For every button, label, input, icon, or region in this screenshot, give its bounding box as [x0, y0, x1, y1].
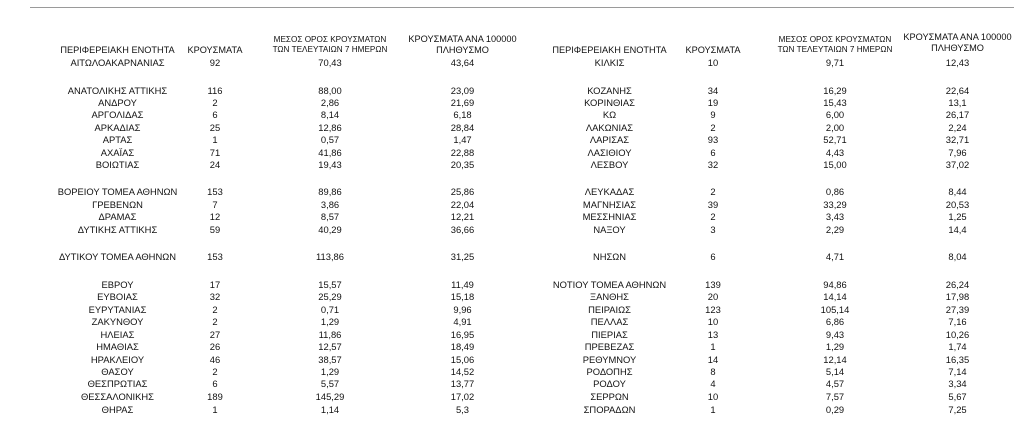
cell-cases: 2 — [710, 122, 716, 133]
table-row — [0, 97, 1024, 109]
cell-per100k: 2,24 — [948, 122, 967, 133]
cell-name: ΛΑΣΙΘΙΟΥ — [587, 147, 632, 158]
table-row — [0, 404, 1024, 416]
cell-name: ΚΟΡΙΝΘΙΑΣ — [584, 97, 635, 108]
table-row — [0, 329, 1024, 341]
cell-name: ΑΙΤΩΛΟΑΚΑΡΝΑΝΙΑΣ — [70, 57, 165, 68]
cell-per100k: 4,91 — [453, 316, 472, 327]
header-per100k-right-2: ΠΛΗΘΥΣΜΟ — [931, 43, 984, 53]
cell-name: ΕΥΒΟΙΑΣ — [97, 291, 138, 302]
table-row — [0, 291, 1024, 303]
table-row — [0, 279, 1024, 291]
cell-name: ΡΕΘΥΜΝΟΥ — [582, 354, 637, 365]
cell-per100k: 11,49 — [451, 279, 474, 290]
cell-name: ΜΑΓΝΗΣΙΑΣ — [582, 199, 637, 210]
top-rule — [30, 7, 1014, 8]
cell-avg: 89,86 — [318, 186, 342, 197]
cell-avg: 0,86 — [825, 186, 845, 197]
cell-cases: 93 — [707, 134, 719, 145]
table-row — [0, 211, 1024, 223]
cell-name: ΛΑΡΙΣΑΣ — [589, 134, 630, 145]
cell-cases: 2 — [212, 97, 218, 108]
table-row — [0, 224, 1024, 236]
cell-cases: 32 — [707, 159, 719, 170]
cell-avg: 15,57 — [318, 279, 342, 290]
cell-cases: 8 — [710, 366, 716, 377]
cell-avg: 15,43 — [823, 97, 847, 108]
cell-name: ΑΡΚΑΔΙΑΣ — [94, 122, 141, 133]
cell-cases: 1 — [212, 134, 218, 145]
cell-avg: 1,29 — [320, 366, 340, 377]
cell-avg: 0,29 — [825, 404, 845, 415]
cell-cases: 6 — [212, 109, 218, 120]
header-per100k-left-2: ΠΛΗΘΥΣΜΟ — [436, 45, 489, 55]
table-row — [0, 378, 1024, 390]
cell-cases: 92 — [209, 57, 221, 68]
cell-cases: 10 — [707, 316, 719, 327]
cell-avg: 4,57 — [825, 378, 845, 389]
cell-cases: 32 — [209, 291, 221, 302]
cell-per100k: 31,25 — [450, 251, 475, 262]
cell-per100k: 28,84 — [450, 122, 475, 133]
table-row — [0, 159, 1024, 171]
cell-cases: 4 — [710, 378, 716, 389]
cell-per100k: 3,34 — [948, 378, 967, 389]
cell-cases: 59 — [209, 224, 221, 235]
cell-name: ΚΙΛΚΙΣ — [594, 57, 625, 68]
table-row — [0, 251, 1024, 263]
cell-name: ΚΩ — [602, 109, 617, 120]
cell-name: ΞΑΝΘΗΣ — [590, 291, 629, 302]
cell-per100k: 20,35 — [450, 159, 475, 170]
cell-avg: 38,57 — [318, 354, 342, 365]
cell-name: ΛΑΚΩΝΙΑΣ — [585, 122, 634, 133]
cell-avg: 8,57 — [320, 211, 340, 222]
cell-per100k: 7,25 — [948, 404, 967, 415]
cell-per100k: 12,43 — [945, 57, 970, 68]
table-row — [0, 109, 1024, 121]
cell-avg: 3,43 — [825, 211, 845, 222]
cell-per100k: 27,39 — [945, 304, 970, 315]
cell-cases: 9 — [710, 109, 716, 120]
cell-per100k: 43,64 — [450, 57, 475, 68]
cell-name: ΑΧΑΪΑΣ — [100, 147, 135, 158]
table-row — [0, 147, 1024, 159]
header-avg-right-2: ΤΩΝ ΤΕΛΕΥΤΑΙΩΝ 7 ΗΜΕΡΩΝ — [777, 45, 893, 54]
cell-avg: 52,71 — [823, 134, 847, 145]
table-row — [0, 57, 1024, 69]
cell-name: ΔΡΑΜΑΣ — [98, 211, 137, 222]
table-row — [0, 366, 1024, 378]
cell-name: ΔΥΤΙΚΟΥ ΤΟΜΕΑ ΑΘΗΝΩΝ — [58, 251, 177, 262]
cell-cases: 17 — [209, 279, 221, 290]
cell-cases: 10 — [707, 391, 719, 402]
table-row — [0, 122, 1024, 134]
cell-avg: 70,43 — [318, 57, 342, 68]
cell-cases: 1 — [212, 404, 218, 415]
cell-name: ΝΗΣΩΝ — [592, 251, 627, 262]
cell-cases: 71 — [209, 147, 221, 158]
cell-avg: 4,43 — [825, 147, 845, 158]
cell-per100k: 13,77 — [450, 378, 475, 389]
cell-avg: 2,00 — [825, 122, 845, 133]
cell-cases: 2 — [212, 366, 218, 377]
cell-per100k: 5,3 — [455, 404, 470, 415]
cell-cases: 10 — [707, 57, 719, 68]
cell-per100k: 32,71 — [945, 134, 970, 145]
cell-per100k: 21,69 — [450, 97, 475, 108]
cell-per100k: 16,35 — [945, 354, 970, 365]
cell-avg: 0,71 — [320, 304, 340, 315]
table-row — [0, 186, 1024, 198]
cell-cases: 24 — [209, 159, 221, 170]
cell-per100k: 7,14 — [948, 366, 967, 377]
cell-name: ΑΡΓΟΛΙΔΑΣ — [91, 109, 144, 120]
cell-cases: 139 — [705, 279, 721, 290]
table-row — [0, 134, 1024, 146]
cell-cases: 2 — [212, 304, 218, 315]
table-row — [0, 354, 1024, 366]
cell-cases: 116 — [207, 85, 223, 96]
cell-cases: 20 — [707, 291, 719, 302]
cell-per100k: 14,52 — [450, 366, 475, 377]
cell-per100k: 10,26 — [945, 329, 970, 340]
cell-cases: 6 — [710, 251, 716, 262]
cell-per100k: 1,74 — [948, 341, 967, 352]
cell-name: ΗΜΑΘΙΑΣ — [96, 341, 139, 352]
cell-cases: 1 — [710, 404, 716, 415]
cell-per100k: 1,47 — [453, 134, 472, 145]
cell-avg: 94,86 — [823, 279, 847, 290]
cell-avg: 16,29 — [823, 85, 847, 96]
cell-cases: 189 — [207, 391, 223, 402]
cell-per100k: 25,86 — [450, 186, 475, 197]
cell-avg: 8,14 — [320, 109, 340, 120]
cell-per100k: 7,96 — [948, 147, 967, 158]
cell-per100k: 9,96 — [453, 304, 472, 315]
cell-avg: 6,00 — [825, 109, 845, 120]
header-region-right: ΠΕΡΙΦΕΡΕΙΑΚΗ ΕΝΟΤΗΤΑ — [552, 45, 667, 55]
cell-avg: 41,86 — [318, 147, 342, 158]
cell-avg: 1,14 — [320, 404, 340, 415]
cell-cases: 153 — [207, 186, 223, 197]
cell-avg: 12,14 — [823, 354, 847, 365]
cell-avg: 19,43 — [318, 159, 342, 170]
cell-cases: 153 — [207, 251, 223, 262]
cell-name: ΠΙΕΡΙΑΣ — [591, 329, 628, 340]
cell-name: ΘΕΣΠΡΩΤΙΑΣ — [87, 378, 148, 389]
cell-per100k: 22,04 — [450, 199, 475, 210]
cell-name: ΒΟΡΕΙΟΥ ΤΟΜΕΑ ΑΘΗΝΩΝ — [57, 186, 178, 197]
cell-name: ΖΑΚΥΝΘΟΥ — [91, 316, 144, 327]
cell-per100k: 15,06 — [450, 354, 475, 365]
table-row — [0, 199, 1024, 211]
cell-avg: 14,14 — [823, 291, 847, 302]
cell-avg: 4,71 — [825, 251, 845, 262]
header-region-left: ΠΕΡΙΦΕΡΕΙΑΚΗ ΕΝΟΤΗΤΑ — [60, 45, 175, 55]
cell-avg: 5,57 — [320, 378, 340, 389]
cell-cases: 2 — [212, 316, 218, 327]
cell-avg: 2,29 — [825, 224, 845, 235]
cell-cases: 19 — [707, 97, 719, 108]
cell-avg: 12,86 — [318, 122, 342, 133]
cell-per100k: 36,66 — [450, 224, 475, 235]
cell-name: ΜΕΣΣΗΝΙΑΣ — [582, 211, 637, 222]
cell-per100k: 14,4 — [948, 224, 967, 235]
cell-name: ΡΟΔΟΥ — [593, 378, 626, 389]
cell-per100k: 5,67 — [948, 391, 967, 402]
cell-cases: 3 — [710, 224, 716, 235]
cell-cases: 27 — [209, 329, 221, 340]
header-cases-left: ΚΡΟΥΣΜΑΤΑ — [187, 45, 243, 55]
cell-avg: 15,00 — [823, 159, 847, 170]
cell-avg: 7,57 — [825, 391, 845, 402]
cell-cases: 12 — [209, 211, 221, 222]
cell-per100k: 16,95 — [450, 329, 475, 340]
cell-name: ΠΕΛΛΑΣ — [590, 316, 629, 327]
cell-per100k: 15,18 — [450, 291, 475, 302]
table-row — [0, 304, 1024, 316]
cell-per100k: 37,02 — [945, 159, 970, 170]
cell-name: ΕΥΡΥΤΑΝΙΑΣ — [88, 304, 147, 315]
header-cases-right: ΚΡΟΥΣΜΑΤΑ — [685, 45, 741, 55]
cell-cases: 123 — [705, 304, 721, 315]
cell-per100k: 22,88 — [450, 147, 475, 158]
cell-name: ΑΝΔΡΟΥ — [98, 97, 137, 108]
cell-name: ΝΟΤΙΟΥ ΤΟΜΕΑ ΑΘΗΝΩΝ — [552, 279, 667, 290]
cell-per100k: 12,21 — [450, 211, 475, 222]
cell-avg: 3,86 — [320, 199, 340, 210]
cell-avg: 9,71 — [825, 57, 845, 68]
cell-name: ΗΛΕΙΑΣ — [100, 329, 135, 340]
cell-name: ΗΡΑΚΛΕΙΟΥ — [90, 354, 145, 365]
cell-cases: 25 — [209, 122, 221, 133]
cell-per100k: 8,04 — [948, 251, 967, 262]
cell-per100k: 17,98 — [945, 291, 970, 302]
table-row — [0, 316, 1024, 328]
cell-avg: 113,86 — [316, 251, 344, 262]
cell-cases: 39 — [707, 199, 719, 210]
cell-avg: 6,86 — [825, 316, 845, 327]
cell-per100k: 6,18 — [453, 109, 472, 120]
cell-name: ΚΟΖΑΝΗΣ — [587, 85, 632, 96]
table-row — [0, 341, 1024, 353]
cell-cases: 13 — [707, 329, 719, 340]
cell-name: ΔΥΤΙΚΗΣ ΑΤΤΙΚΗΣ — [77, 224, 158, 235]
cell-name: ΠΕΙΡΑΙΩΣ — [588, 304, 631, 315]
cell-avg: 9,43 — [825, 329, 845, 340]
cell-per100k: 13,1 — [948, 97, 967, 108]
header-per100k-right-1: ΚΡΟΥΣΜΑΤΑ ΑΝΑ 100000 — [903, 32, 1012, 42]
cell-avg: 11,86 — [318, 329, 342, 340]
cell-avg: 40,29 — [318, 224, 342, 235]
cell-name: ΛΕΥΚΑΔΑΣ — [584, 186, 635, 197]
cell-avg: 12,57 — [318, 341, 342, 352]
cell-cases: 7 — [212, 199, 218, 210]
cell-name: ΓΡΕΒΕΝΩΝ — [92, 199, 143, 210]
cell-cases: 26 — [209, 341, 221, 352]
cell-name: ΕΒΡΟΥ — [101, 279, 134, 290]
cell-name: ΝΑΞΟΥ — [593, 224, 626, 235]
cell-avg: 0,57 — [320, 134, 340, 145]
cell-name: ΡΟΔΟΠΗΣ — [586, 366, 633, 377]
header-avg-left-1: ΜΕΣΟΣ ΟΡΟΣ ΚΡΟΥΣΜΑΤΩΝ — [273, 35, 387, 44]
table-row — [0, 85, 1024, 97]
table-row — [0, 391, 1024, 403]
cell-name: ΘΗΡΑΣ — [101, 404, 134, 415]
cell-per100k: 22,64 — [945, 85, 970, 96]
cell-name: ΑΡΤΑΣ — [102, 134, 133, 145]
cell-avg: 33,29 — [823, 199, 847, 210]
cell-per100k: 7,16 — [948, 316, 967, 327]
header-avg-left-2: ΤΩΝ ΤΕΛΕΥΤΑΙΩΝ 7 ΗΜΕΡΩΝ — [272, 45, 388, 54]
cell-cases: 14 — [707, 354, 719, 365]
cell-avg: 145,29 — [315, 391, 345, 402]
cell-name: ΘΑΣΟΥ — [101, 366, 134, 377]
cell-cases: 34 — [707, 85, 719, 96]
cell-per100k: 8,44 — [948, 186, 967, 197]
cell-cases: 2 — [710, 211, 716, 222]
cell-avg: 25,29 — [318, 291, 342, 302]
cell-per100k: 18,49 — [450, 341, 475, 352]
cell-avg: 105,14 — [820, 304, 850, 315]
cell-name: ΣΕΡΡΩΝ — [590, 391, 629, 402]
cell-cases: 1 — [710, 341, 716, 352]
cell-cases: 2 — [710, 186, 716, 197]
cell-per100k: 1,25 — [948, 211, 967, 222]
cell-per100k: 26,24 — [945, 279, 970, 290]
header-avg-right-1: ΜΕΣΟΣ ΟΡΟΣ ΚΡΟΥΣΜΑΤΩΝ — [778, 35, 892, 44]
cell-per100k: 23,09 — [450, 85, 475, 96]
cell-avg: 5,14 — [825, 366, 845, 377]
cell-name: ΠΡΕΒΕΖΑΣ — [584, 341, 635, 352]
cell-cases: 6 — [212, 378, 218, 389]
cell-cases: 46 — [209, 354, 221, 365]
cell-cases: 6 — [710, 147, 716, 158]
cell-avg: 1,29 — [320, 316, 340, 327]
cell-per100k: 20,53 — [945, 199, 970, 210]
cell-name: ΑΝΑΤΟΛΙΚΗΣ ΑΤΤΙΚΗΣ — [67, 85, 168, 96]
cell-avg: 1,29 — [825, 341, 845, 352]
cell-name: ΒΟΙΩΤΙΑΣ — [95, 159, 140, 170]
cell-name: ΛΕΣΒΟΥ — [590, 159, 629, 170]
cell-avg: 88,00 — [318, 85, 342, 96]
cell-name: ΘΕΣΣΑΛΟΝΙΚΗΣ — [81, 391, 154, 402]
cell-per100k: 26,17 — [945, 109, 970, 120]
cell-avg: 2,86 — [320, 97, 340, 108]
cell-per100k: 17,02 — [450, 391, 475, 402]
header-per100k-left-1: ΚΡΟΥΣΜΑΤΑ ΑΝΑ 100000 — [408, 34, 517, 44]
cell-name: ΣΠΟΡΑΔΩΝ — [583, 404, 636, 415]
